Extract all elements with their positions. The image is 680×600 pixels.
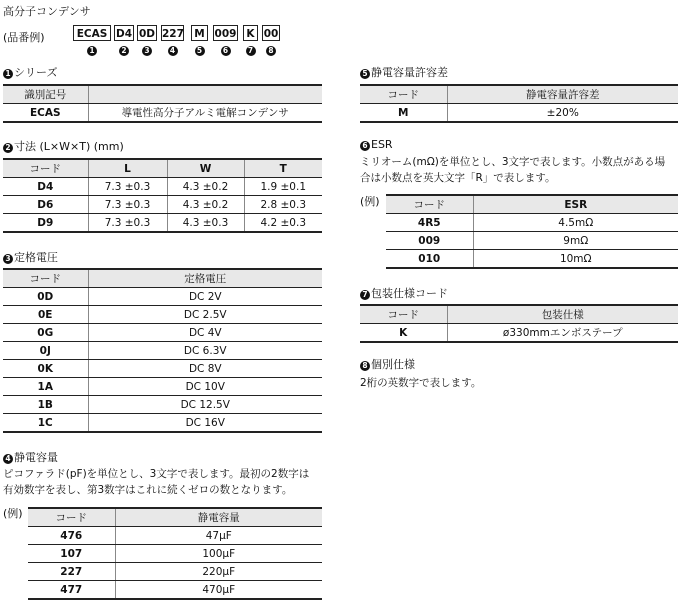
voltage-table (3, 268, 322, 433)
table-header: ESR (473, 195, 678, 214)
table-header: 静電容量 (115, 508, 322, 527)
part-number-box: 0D (137, 25, 157, 41)
table-header: 識別記号 (3, 85, 88, 104)
capacitance-table (28, 507, 322, 600)
part-number-box: 227 (161, 25, 184, 41)
capacitance-heading: 4 静電容量 (3, 449, 58, 465)
table-row: 476 47μF (28, 527, 322, 545)
table-row: 1B DC 12.5V (3, 396, 322, 414)
section-number-icon: 4 (3, 454, 13, 464)
table-row: D9 7.3 ±0.3 4.3 ±0.3 4.2 ±0.3 (3, 214, 322, 233)
table-row: D6 7.3 ±0.3 4.3 ±0.2 2.8 ±0.3 (3, 196, 322, 214)
series-table (3, 84, 322, 123)
table-row: 010 10mΩ (386, 250, 678, 269)
page-title: 高分子コンデンサ (3, 5, 91, 18)
table-header (88, 85, 322, 104)
individual-description: 2桁の英数字で表します。 (360, 377, 482, 389)
esr-description: ミリオーム(mΩ)を単位とし、3文字で表します。小数点がある場 合は小数点を英大文字「R」で表します。 (360, 156, 666, 184)
dimensions-table (3, 158, 322, 233)
section-number-icon: 3 (3, 254, 13, 264)
table-header: 定格電圧 (88, 269, 322, 288)
table-header: W (167, 159, 244, 178)
table-row: 0D DC 2V (3, 288, 322, 306)
dimensions-heading: 2 寸法 (L×W×T) (mm) (3, 138, 124, 154)
table-row: ECAS 導電性高分子アルミ電解コンデンサ (3, 104, 322, 123)
table-row: 0K DC 8V (3, 360, 322, 378)
part-number-index-icon: 8 (266, 46, 276, 56)
esr-example-label: (例) (360, 195, 380, 208)
table-header: L (88, 159, 167, 178)
part-number-index-icon: 5 (195, 46, 205, 56)
section-number-icon: 5 (360, 69, 370, 79)
section-number-icon: 1 (3, 69, 13, 79)
part-number-box: M (191, 25, 208, 41)
packaging-heading: 7 包装仕様コード (360, 285, 448, 301)
tolerance-table (360, 84, 678, 123)
table-header: コード (28, 508, 115, 527)
part-number-index-icon: 7 (246, 46, 256, 56)
table-header: 静電容量許容差 (447, 85, 678, 104)
table-header: 包装仕様 (447, 305, 678, 324)
part-number-index-icon: 6 (221, 46, 231, 56)
section-number-icon: 7 (360, 290, 370, 300)
section-number-icon: 8 (360, 361, 370, 371)
part-number-box: 009 (213, 25, 238, 41)
esr-heading: 6 ESR (360, 138, 393, 151)
table-row: 227 220μF (28, 563, 322, 581)
series-heading: 1 シリーズ (3, 64, 57, 80)
part-number-box: 00 (262, 25, 280, 41)
capacitance-example-label: (例) (3, 507, 23, 520)
table-row: D4 7.3 ±0.3 4.3 ±0.2 1.9 ±0.1 (3, 178, 322, 196)
part-number-box: ECAS (73, 25, 111, 41)
capacitance-description: ピコファラド(pF)を単位とし、3文字で表します。最初の2数字は 有効数字を表し、第3数字はこれに続くゼロの数となります。 (3, 468, 310, 496)
part-number-box: D4 (114, 25, 134, 41)
section-number-icon: 6 (360, 141, 370, 151)
part-number-box: K (243, 25, 258, 41)
esr-table (386, 194, 678, 269)
tolerance-heading: 5 静電容量許容差 (360, 64, 448, 80)
table-row: 0E DC 2.5V (3, 306, 322, 324)
table-row: 0G DC 4V (3, 324, 322, 342)
voltage-heading: 3 定格電圧 (3, 249, 58, 265)
part-number-index-icon: 2 (119, 46, 129, 56)
table-row: 009 9mΩ (386, 232, 678, 250)
table-row: 1A DC 10V (3, 378, 322, 396)
table-row: K ø330mmエンボステープ (360, 324, 678, 343)
table-row: 477 470μF (28, 581, 322, 600)
table-header: コード (3, 269, 88, 288)
table-row: 0J DC 6.3V (3, 342, 322, 360)
table-row: 107 100μF (28, 545, 322, 563)
table-header: T (244, 159, 322, 178)
part-number-index-icon: 3 (142, 46, 152, 56)
table-row: M ±20% (360, 104, 678, 123)
table-header: コード (3, 159, 88, 178)
individual-heading: 8 個別仕様 (360, 356, 415, 372)
table-header: コード (386, 195, 473, 214)
section-number-icon: 2 (3, 143, 13, 153)
table-row: 1C DC 16V (3, 414, 322, 433)
packaging-table (360, 304, 678, 343)
part-number-example-label: (品番例) (3, 31, 45, 44)
table-row: 4R5 4.5mΩ (386, 214, 678, 232)
part-number-index-icon: 4 (168, 46, 178, 56)
table-header: コード (360, 85, 447, 104)
table-header: コード (360, 305, 447, 324)
part-number-index-icon: 1 (87, 46, 97, 56)
